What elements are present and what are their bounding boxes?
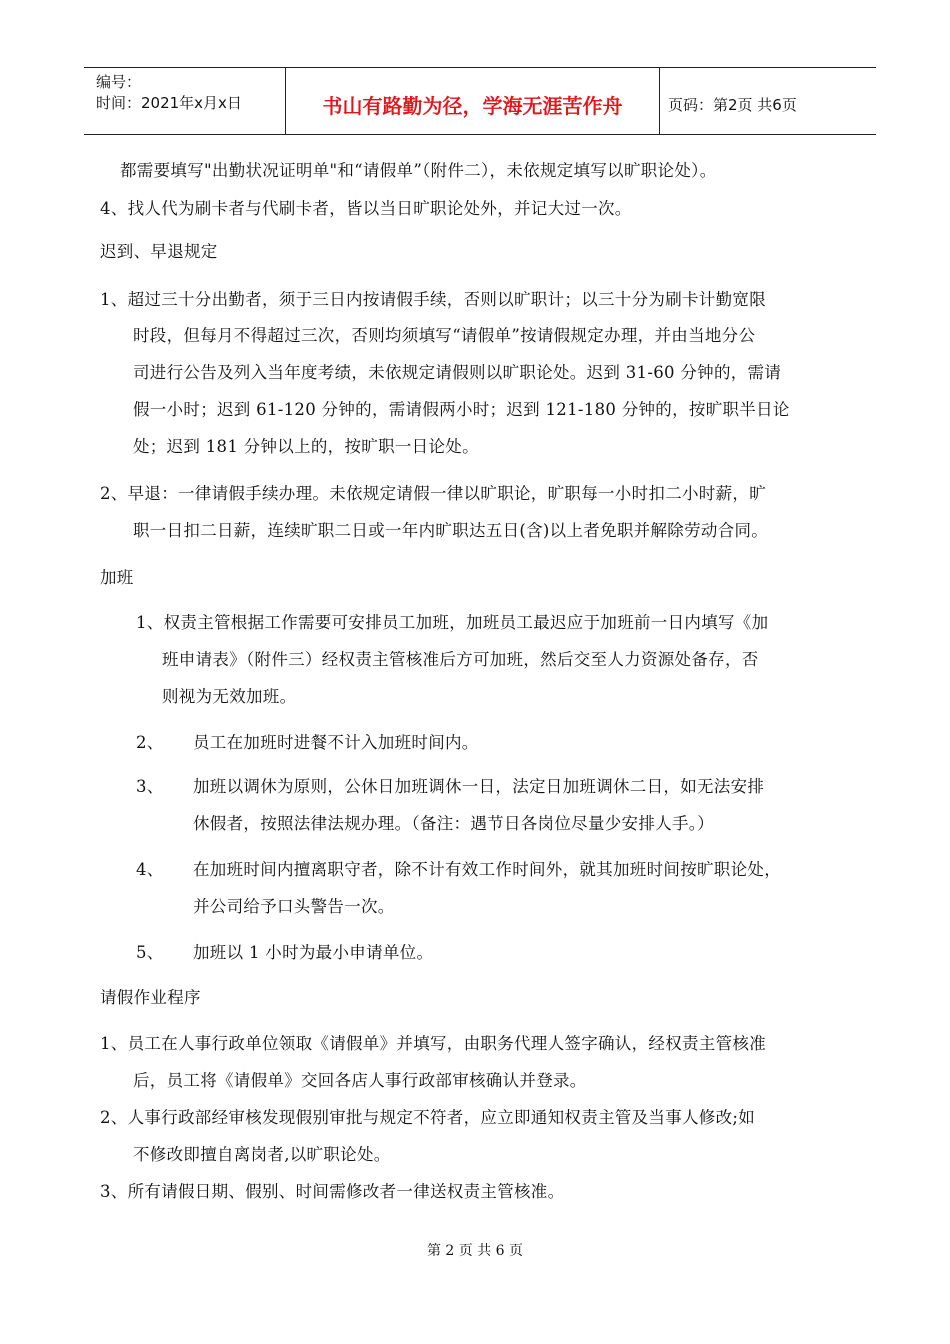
text-line: 处；迟到 181 分钟以上的，按旷职一日论处。	[133, 437, 479, 456]
page-footer: 第 2 页 共 6 页	[426, 1243, 524, 1259]
text-line: 休假者，按照法律法规办理。（备注：遇节日各岗位尽量少安排人手。）	[193, 814, 715, 833]
text-line: 员工在加班时进餐不计入加班时间内。	[193, 733, 479, 752]
text-line: 2、早退：一律请假手续办理。未依规定请假一律以旷职论，旷职每一小时扣二小时薪，旷	[100, 484, 766, 503]
text-line: 假一小时；迟到 61-120 分钟的，需请假两小时；迟到 121-180 分钟的，按旷职半日论	[133, 400, 790, 419]
page-header	[84, 67, 876, 135]
text-line: 3、所有请假日期、假别、时间需修改者一律送权责主管核准。	[100, 1182, 565, 1201]
text-line: 班申请表》（附件三）经权责主管核准后方可加班，然后交至人力资源处备存，否	[162, 650, 759, 669]
text-line: 后，员工将《请假单》交回各店人事行政部审核确认并登录。	[133, 1071, 587, 1090]
text-line: 职一日扣二日薪，连续旷职二日或一年内旷职达五日(含)以上者免职并解除劳动合同。	[133, 521, 769, 540]
text-line: 不修改即擅自离岗者,以旷职论处。	[133, 1145, 391, 1164]
list-number: 5、	[136, 943, 164, 962]
text-line: 4、找人代为刷卡者与代刷卡者，皆以当日旷职论处外，并记大过一次。	[100, 199, 632, 218]
header-page-info: 页码：第2页 共6页	[668, 95, 797, 114]
text-line: 1、超过三十分出勤者，须于三日内按请假手续，否则以旷职计；以三十分为刷卡计勤宽限	[100, 290, 766, 309]
section-heading-overtime: 加班	[100, 568, 134, 587]
text-line: 加班以 1 小时为最小申请单位。	[193, 943, 434, 962]
text-line: 1、权责主管根据工作需要可安排员工加班，加班员工最迟应于加班前一日内填写《加	[136, 613, 769, 632]
list-number: 3、	[136, 777, 164, 796]
list-number: 4、	[136, 860, 164, 879]
text-line: 在加班时间内擅离职守者，除不计有效工作时间外，就其加班时间按旷职论处，	[193, 860, 781, 879]
text-line: 2、人事行政部经审核发现假别审批与规定不符者，应立即通知权责主管及当事人修改;如	[100, 1108, 756, 1127]
text-line: 1、员工在人事行政单位领取《请假单》并填写，由职务代理人签字确认，经权责主管核准	[100, 1034, 766, 1053]
text-line: 并公司给予口头警告一次。	[193, 897, 395, 916]
list-number: 2、	[136, 733, 164, 752]
doc-time-label: 时间：2021年x月x日	[96, 94, 242, 112]
text-line: 则视为无效加班。	[162, 687, 297, 706]
header-motto: 书山有路勤为径，学海无涯苦作舟	[286, 68, 660, 134]
text-line: 加班以调休为原则，公休日加班调休一日，法定日加班调休二日，如无法安排	[193, 777, 765, 796]
section-heading-leave: 请假作业程序	[100, 988, 201, 1007]
header-meta	[84, 68, 286, 134]
text-line: 时段，但每月不得超过三次，否则均须填写“请假单”按请假规定办理，并由当地分公	[133, 326, 756, 345]
text-line: 都需要填写"出勤状况证明单"和“请假单”（附件二），未依规定填写以旷职论处）。	[120, 161, 717, 180]
text-line: 司进行公告及列入当年度考绩，未依规定请假则以旷职论处。迟到 31-60 分钟的，需请	[133, 363, 782, 382]
doc-number-label: 编号：	[96, 73, 142, 91]
section-heading-late: 迟到、早退规定	[100, 242, 218, 261]
